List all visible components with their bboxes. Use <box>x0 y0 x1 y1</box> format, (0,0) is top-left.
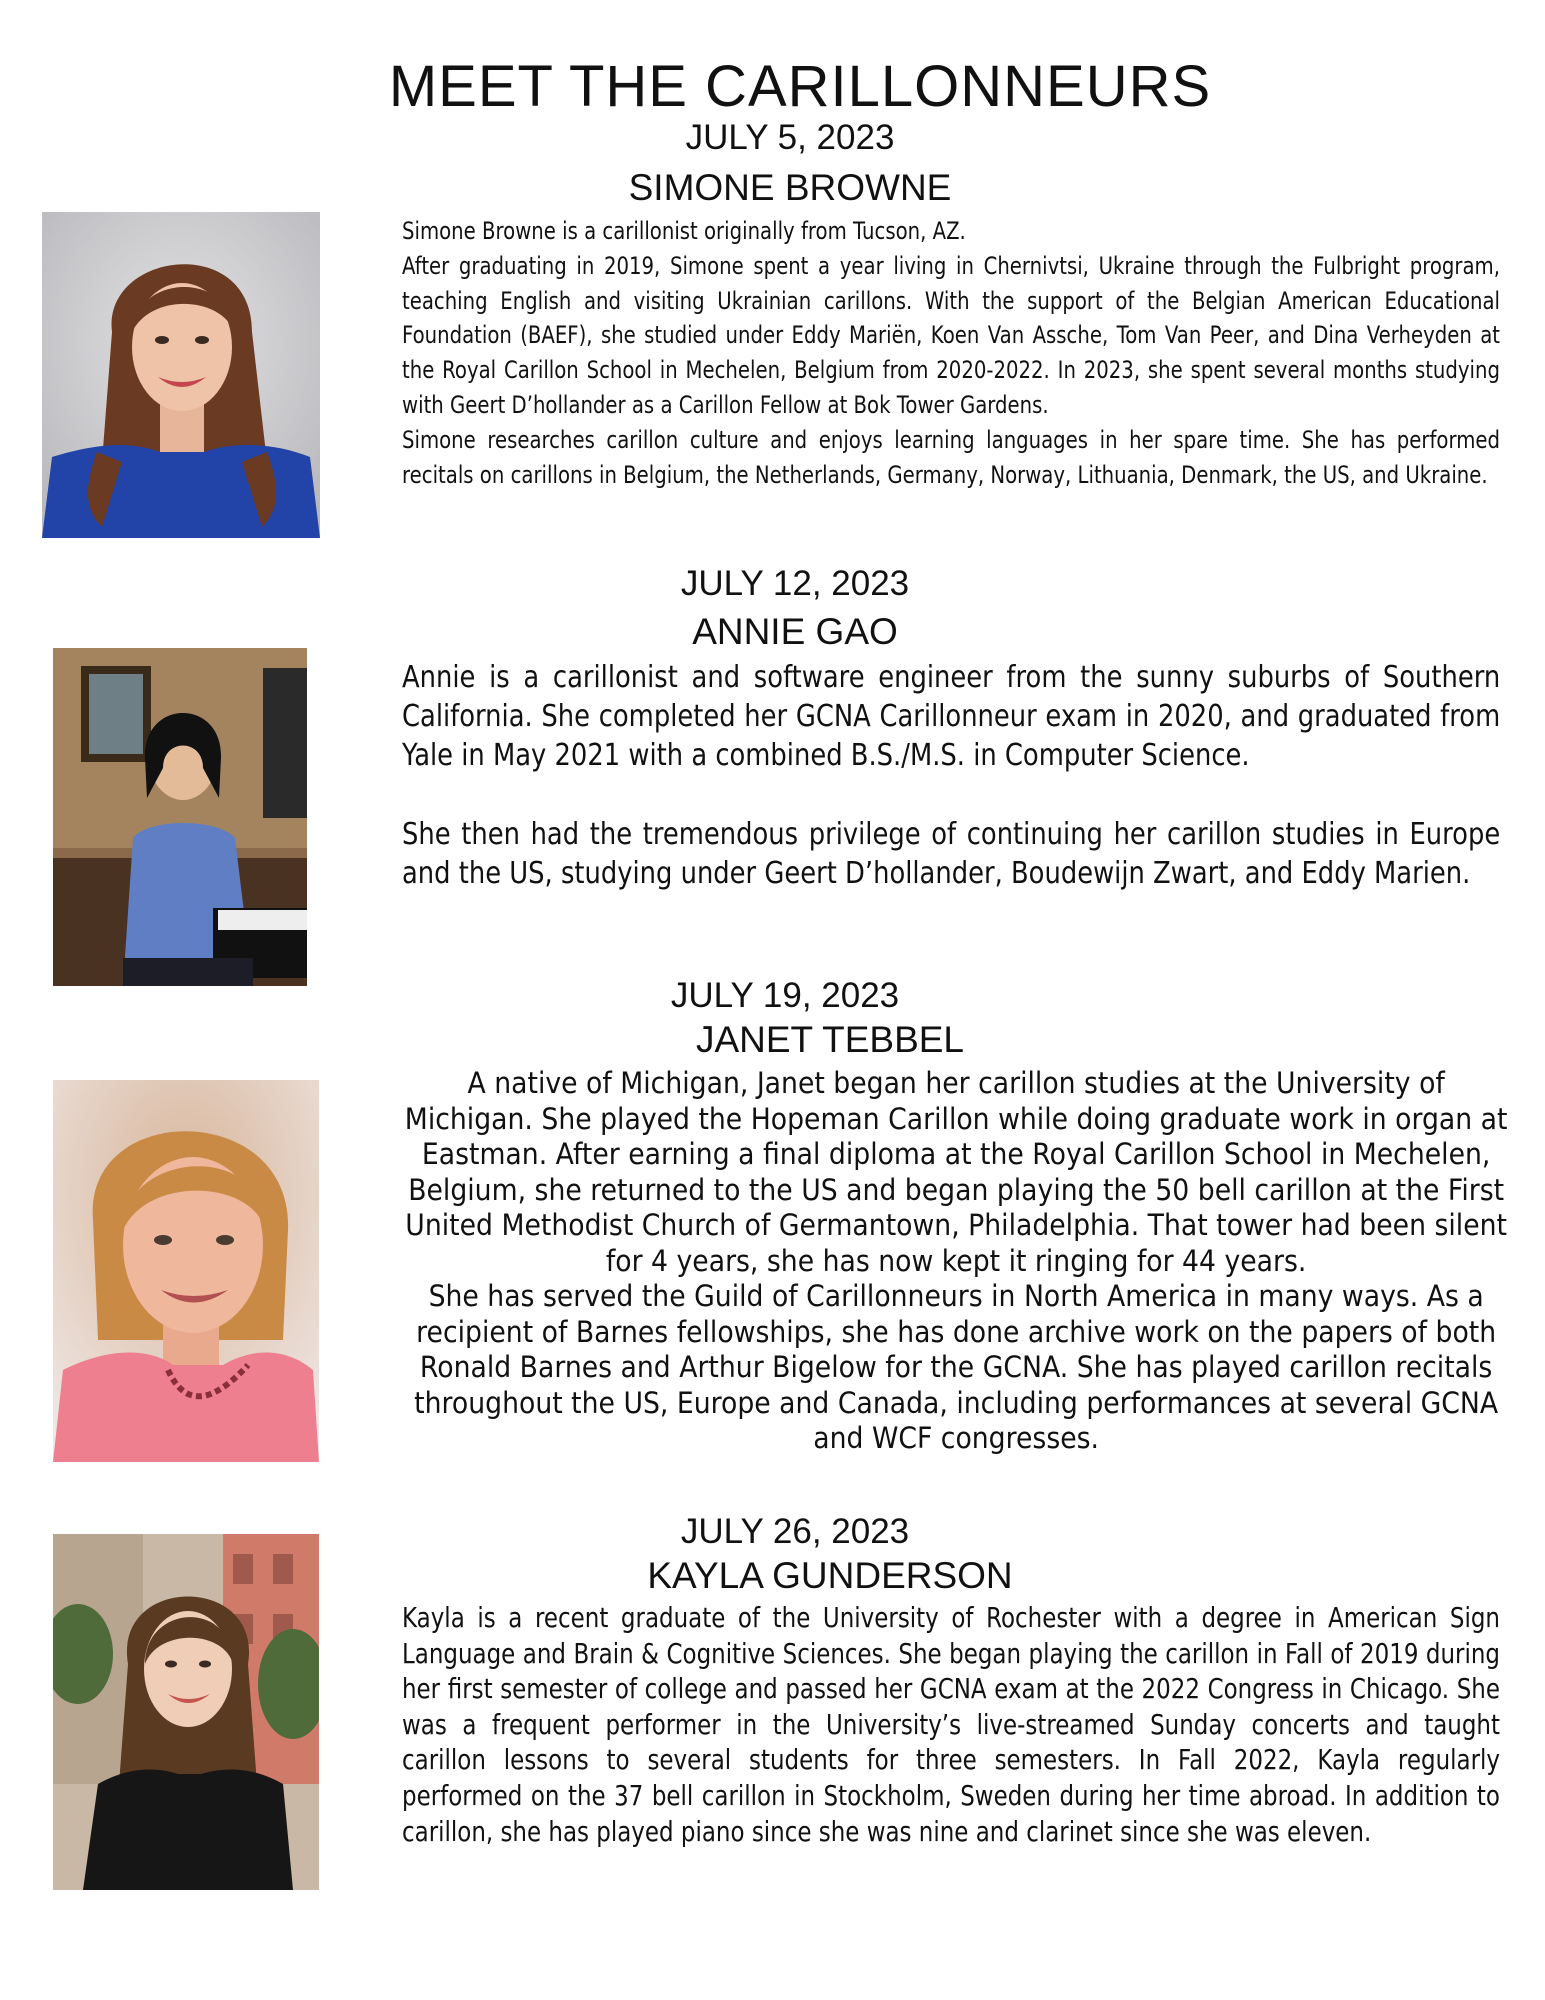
bio-paragraph: She has served the Guild of Carillonneurs in North America in many ways. As a recipient of Barnes fellowships, she has done archive work on the papers of both Ronald Barnes and Arthur Bigelow for the GCNA. She has played carillon recitals throughout the US, Europe and Canada, including performances at several GCNA and WCF congresses. <box>414 1279 1499 1455</box>
bio-paragraph: She then had the tremendous privilege of continuing her carillon studies in Europe and the US, studying under Geert D’hollander, Boudewijn Zwart, and Eddy Marien. <box>402 816 1501 891</box>
performer-name: ANNIE GAO <box>692 611 898 652</box>
bio-paragraph: Annie is a carillonist and software engineer from the sunny suburbs of Southern California. She completed her GCNA Carillonneur exam in 2020, and graduated from Yale in May 2021 with a combined B.S./M.S. in Computer Science. <box>402 660 1501 774</box>
performer-name: KAYLA GUNDERSON <box>647 1555 1013 1596</box>
portrait-photo <box>53 1534 319 1890</box>
performer-bio <box>402 658 1500 893</box>
performer-name: JANET TEBBEL <box>695 1019 964 1060</box>
performer-date: JULY 12, 2023 <box>680 564 910 603</box>
bio-paragraph: Simone researches carillon culture and enjoys learning languages in her spare time. She has performed recitals on carillons in Belgium, the Netherlands, Germany, Norway, Lithuania, Denmark, the US, and Ukraine. <box>402 425 1500 489</box>
performer-date: JULY 26, 2023 <box>680 1512 910 1551</box>
performer-name: SIMONE BROWNE <box>628 167 952 208</box>
portrait-photo <box>53 648 307 986</box>
portrait-photo <box>53 1080 319 1462</box>
bio-paragraph: Simone Browne is a carillonist originally from Tucson, AZ. <box>402 217 966 245</box>
performer-bio <box>402 1600 1500 1849</box>
bio-paragraph: A native of Michigan, Janet began her carillon studies at the University of Michigan. She played the Hopeman Carillon while doing graduate work in organ at Eastman. After earning a final diploma at the Royal Carillon School in Mechelen, Belgium, she returned to the US and began playing the 50 bell carillon at the First United Methodist Church of Germantown, Philadelphia. That tower had been silent for 4 years, she has now kept it ringing for 44 years. <box>404 1066 1508 1278</box>
portrait-photo <box>42 212 320 538</box>
bio-paragraph: Kayla is a recent graduate of the University of Rochester with a degree in American Sign Language and Brain & Cognitive Sciences. She began playing the carillon in Fall of 2019 during her first semester of college and passed her GCNA exam at the 2022 Congress in Chicago. She was a frequent performer in the University’s live-streamed Sunday concerts and taught carillon lessons to several students for three semesters. In Fall 2022, Kayla regularly performed on the 37 bell carillon in Stockholm, Sweden during her time abroad. In addition to carillon, she has played piano since she was nine and clarinet since she was eleven. <box>402 1601 1500 1848</box>
page-title: MEET THE CARILLONNEURS <box>388 54 1212 119</box>
bio-paragraph: After graduating in 2019, Simone spent a year living in Chernivtsi, Ukraine through the Fulbright program, teaching English and visiting Ukrainian carillons. With the support of the Belgian American Educational Foundation (BAEF), she studied under Eddy Mariën, Koen Van Assche, Tom Van Peer, and Dina Verheyden at the Royal Carillon School in Mechelen, Belgium from 2020-2022. In 2023, she spent several months studying with Geert D’hollander as a Carillon Fellow at Bok Tower Gardens. <box>402 251 1500 419</box>
performer-date: JULY 5, 2023 <box>685 118 895 157</box>
performer-bio <box>402 214 1500 492</box>
performer-bio <box>400 1066 1512 1457</box>
performer-date: JULY 19, 2023 <box>670 976 900 1015</box>
